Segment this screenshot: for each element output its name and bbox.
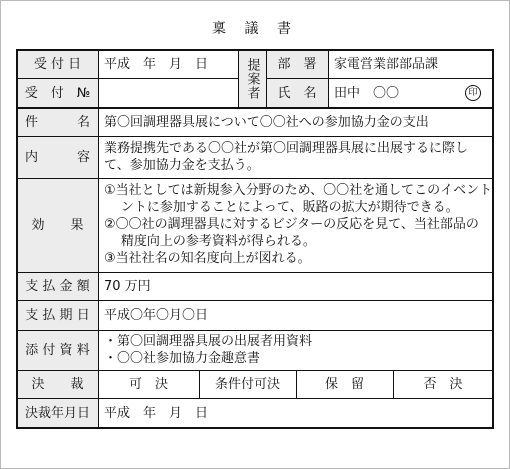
value-uketsukebi: 平成 年 月 日 [104, 56, 209, 72]
koka-line: 精度向上の参考資料が得られる。 [120, 234, 316, 249]
grid-line [266, 50, 267, 108]
kessai-option-hiketsu[interactable]: 否 決 [423, 376, 463, 392]
label-kijitsu: 支 払 期 日 [17, 300, 98, 330]
grid-line [17, 78, 238, 79]
label-koka: 効 果 [17, 178, 98, 272]
grid-line [17, 370, 493, 371]
koka-line: ントに参加することによって、販路の拡大が期待できる。 [120, 200, 459, 215]
table-border [16, 427, 494, 429]
label-kingaku: 支 払 金 額 [17, 272, 98, 300]
grid-line [296, 370, 297, 398]
naiyo-line: 業務提携先である〇〇社が第〇回調理器具展に出展するに際し [104, 141, 469, 156]
koka-line: ①当社としては新規参入分野のため、〇〇社を通してこのイベント [104, 183, 493, 198]
grid-line [393, 370, 394, 398]
label-kessai: 決 裁 [17, 370, 98, 398]
label-tenpu: 添 付 資 料 [17, 330, 98, 370]
value-koka [98, 178, 493, 272]
koka-line: ③当社社名の知名度向上が図れる。 [104, 251, 311, 266]
grid-line [17, 272, 493, 273]
label-uketsukebi: 受 付 日 [17, 50, 98, 78]
grid-line [238, 50, 239, 108]
table-border [492, 49, 494, 429]
value-uketsuke-no [98, 78, 238, 108]
grid-line [17, 330, 493, 331]
label-naiyo: 内 容 [17, 136, 98, 178]
kessai-option-joken[interactable]: 条件付可決 [214, 376, 280, 392]
koka-line: ②〇〇社の調理器具に対するビジターの反応を見て、当社部品の [104, 217, 479, 232]
grid-line [17, 107, 493, 109]
value-tenpu [98, 330, 493, 370]
value-shimei [328, 78, 493, 108]
label-busho: 部 署 [266, 50, 328, 78]
tenpu-line: ・〇〇社参加協力金趣意書 [104, 351, 261, 366]
value-busho: 家電営業部部品課 [334, 56, 439, 72]
table-border [16, 49, 18, 429]
label-teiansha-text: 提案者 [244, 58, 260, 100]
value-kenmei: 第〇回調理器具展について〇〇社への参加協力金の支出 [104, 114, 429, 130]
naiyo-line: て、参加協力金を支払う。 [104, 158, 260, 173]
grid-line [17, 136, 493, 137]
grid-line [17, 398, 493, 399]
seal-icon: 印 [465, 85, 481, 101]
label-kenmei: 件 名 [17, 108, 98, 136]
value-naiyo [98, 136, 493, 178]
label-teiansha [238, 50, 266, 108]
grid-line [98, 50, 99, 428]
grid-line [17, 178, 493, 179]
kessai-option-horyu[interactable]: 保 留 [324, 376, 364, 392]
label-shimei: 氏 名 [266, 78, 328, 108]
shimei-text: 田中 〇〇 [334, 85, 400, 101]
label-uketsuke-no: 受 付 № [17, 78, 98, 108]
document-title: 稟 議 書 [212, 21, 298, 37]
value-kijitsu: 平成〇年〇月〇日 [104, 307, 209, 323]
tenpu-line: ・第〇回調理器具展の出展者用資料 [104, 334, 313, 349]
label-kessaibi: 決裁年月日 [17, 398, 98, 428]
value-kingaku: 70 万円 [104, 278, 151, 294]
table-border [16, 49, 494, 51]
grid-line [17, 300, 493, 301]
grid-line [328, 50, 329, 108]
value-kessaibi: 平成 年 月 日 [104, 405, 209, 421]
kessai-option-kaketsu[interactable]: 可 決 [128, 376, 168, 392]
grid-line [266, 78, 493, 79]
grid-line [199, 370, 200, 398]
